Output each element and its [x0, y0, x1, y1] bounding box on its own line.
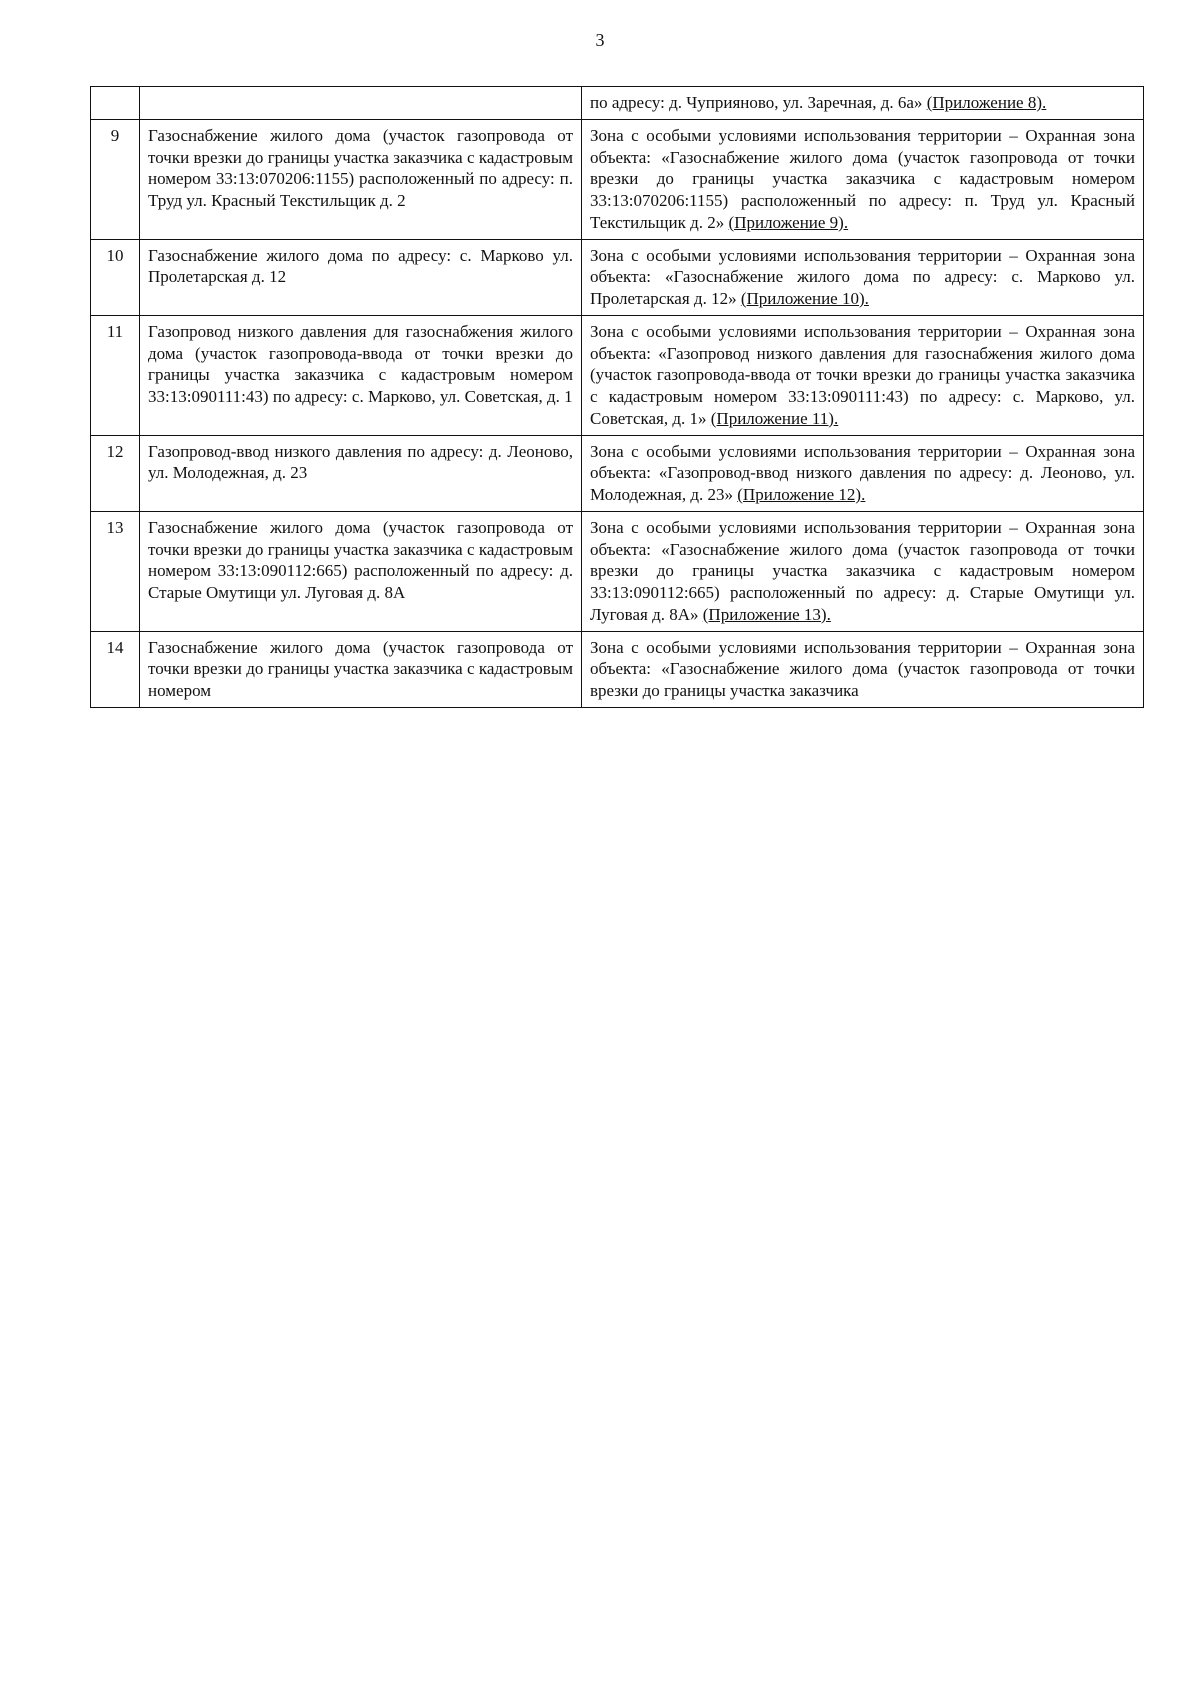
- object-description: [140, 87, 582, 120]
- row-number: 10: [91, 239, 140, 315]
- zone-description: [582, 435, 1144, 511]
- table-row: [91, 239, 1144, 315]
- zone-text: Зона с особыми условиями использования территории – Охранная зона объекта: «Газоснабжение жилого дома (участок газопровода от точки врезки до границы участка заказчика с кадастровым номером 33:13:070206:1155) расположенный по адресу: п. Труд ул. Красный Текстильщик д. 2»: [590, 125, 1135, 232]
- appendix-reference: (Приложение 9).: [728, 212, 849, 232]
- object-description: Газоснабжение жилого дома (участок газопровода от точки врезки до границы участка заказчика с кадастровым номером 33:13:090112:665) расположенный по адресу: д. Старые Омутищи ул. Луговая д. 8А: [140, 511, 582, 631]
- zone-description: [582, 239, 1144, 315]
- table-row: [91, 119, 1144, 239]
- object-description: Газопровод-ввод низкого давления по адресу: д. Леоново, ул. Молодежная, д. 23: [140, 435, 582, 511]
- zone-text: по адресу: д. Чуприяново, ул. Заречная, д. 6а»: [590, 93, 923, 112]
- zone-description: [582, 315, 1144, 435]
- object-description: Газоснабжение жилого дома по адресу: с. Марково ул. Пролетарская д. 12: [140, 239, 582, 315]
- appendix-reference: (Приложение 13).: [702, 604, 831, 624]
- table-row: [91, 631, 1144, 707]
- page-number: 3: [595, 30, 605, 50]
- appendix-reference: (Приложение 12).: [737, 485, 866, 504]
- row-number: 14: [91, 631, 140, 707]
- zone-description: [582, 87, 1144, 120]
- row-number: 13: [91, 511, 140, 631]
- zone-text: Зона с особыми условиями использования территории – Охранная зона объекта: «Газоснабжение жилого дома (участок газопровода от точки врезки до границы участка заказчика: [590, 637, 1135, 700]
- row-number: 9: [91, 119, 140, 239]
- appendix-reference: (Приложение 8).: [926, 93, 1047, 112]
- zone-text: Зона с особыми условиями использования территории – Охранная зона объекта: «Газопровод-ввод низкого давления по адресу: д. Леоново, ул. Молодежная, д. 23»: [590, 441, 1135, 504]
- object-description: Газоснабжение жилого дома (участок газопровода от точки врезки до границы участка заказчика с кадастровым номером 33:13:070206:1155) расположенный по адресу: п. Труд ул. Красный Текстильщик д. 2: [140, 119, 582, 239]
- zone-text: Зона с особыми условиями использования территории – Охранная зона объекта: «Газопровод низкого давления для газоснабжения жилого дома (участок газопровода-ввода от точки врезки до границы участка заказчика с кадастровым номером 33:13:090111:43) по адресу: с. Марково, ул. Советская, д. 1»: [590, 321, 1135, 428]
- row-number: 11: [91, 315, 140, 435]
- object-description: Газопровод низкого давления для газоснабжения жилого дома (участок газопровода-ввода от точки врезки до границы участка заказчика с кадастровым номером 33:13:090111:43) по адресу: с. Марково, ул. Советская, д. 1: [140, 315, 582, 435]
- table-row: [91, 315, 1144, 435]
- table-row: [91, 87, 1144, 120]
- table-row: [91, 511, 1144, 631]
- row-number: 12: [91, 435, 140, 511]
- zone-text: Зона с особыми условиями использования территории – Охранная зона объекта: «Газоснабжение жилого дома (участок газопровода от точки врезки до границы участка заказчика с кадастровым номером 33:13:090112:665) расположенный по адресу: д. Старые Омутищи ул. Луговая д. 8А»: [590, 517, 1135, 624]
- zone-description: [582, 119, 1144, 239]
- zone-text: Зона с особыми условиями использования территории – Охранная зона объекта: «Газоснабжение жилого дома по адресу: с. Марково ул. Пролетарская д. 12»: [590, 245, 1135, 308]
- object-description: Газоснабжение жилого дома (участок газопровода от точки врезки до границы участка заказчика с кадастровым номером: [140, 631, 582, 707]
- zone-description: [582, 511, 1144, 631]
- zone-description: [582, 631, 1144, 707]
- zones-table: [90, 86, 1144, 708]
- table-row: [91, 435, 1144, 511]
- appendix-reference: (Приложение 10).: [740, 289, 869, 308]
- row-number: [91, 87, 140, 120]
- appendix-reference: (Приложение 11).: [710, 408, 839, 428]
